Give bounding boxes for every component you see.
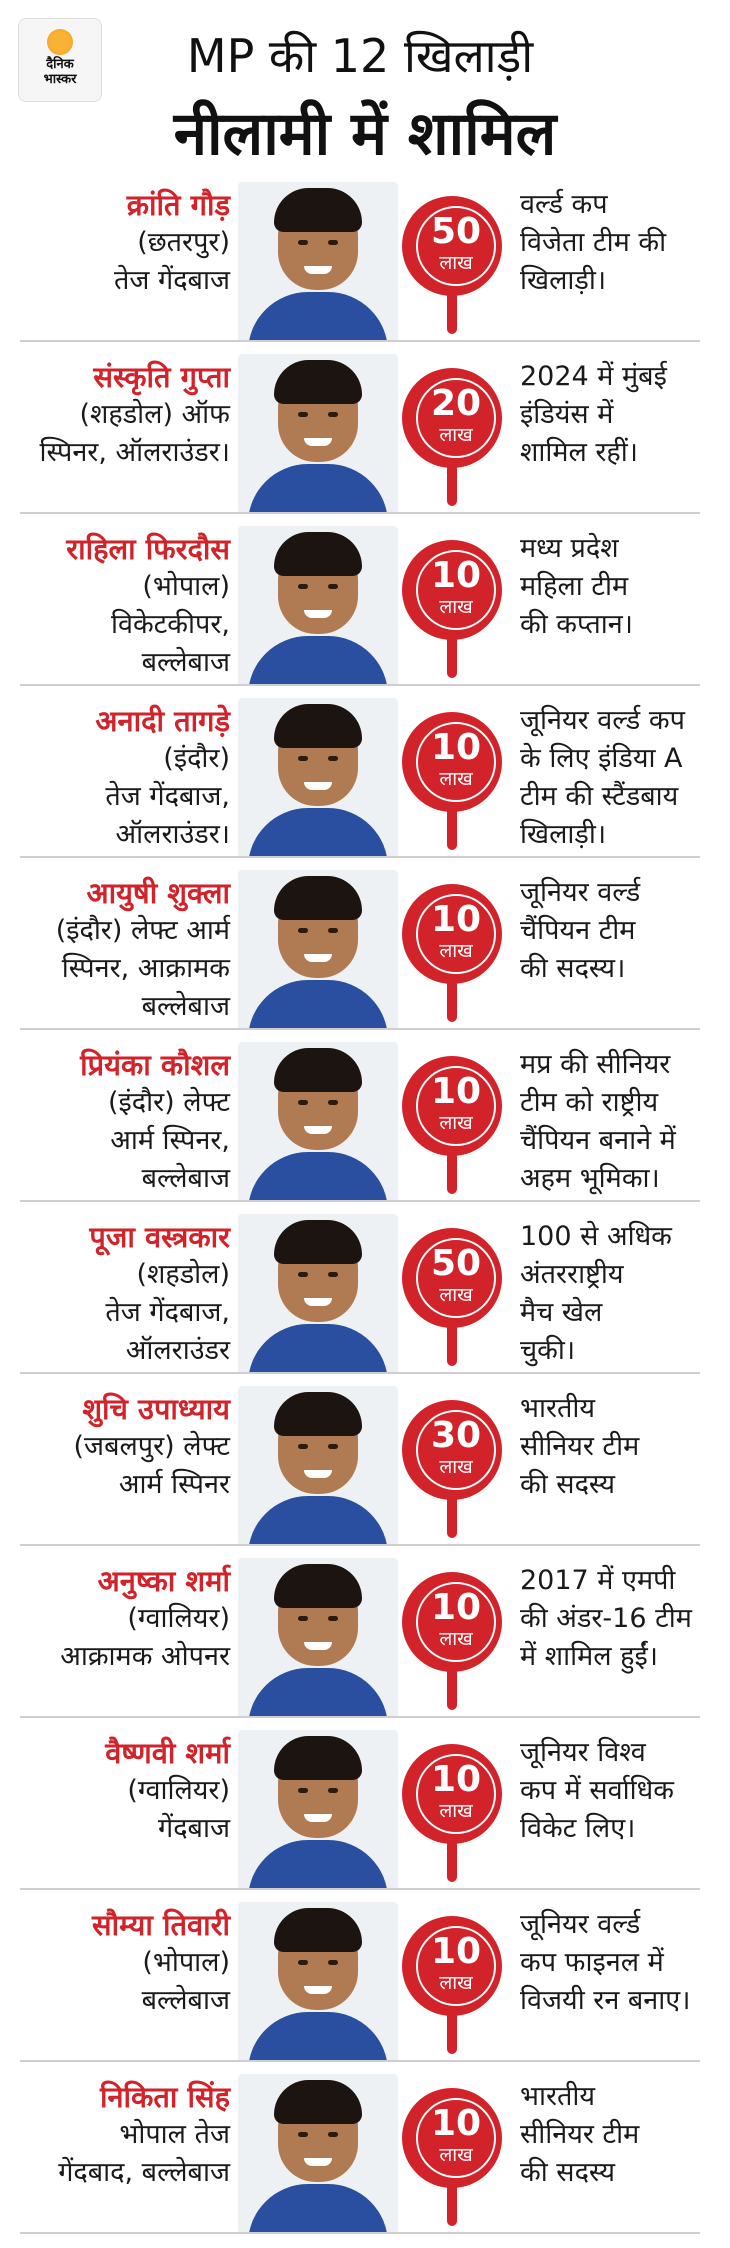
player-detail-line: तेज गेंदबाज — [114, 265, 230, 296]
pin-stem — [447, 980, 457, 1022]
player-detail-line: ऑलराउंडर — [125, 1335, 230, 1366]
price-pin-icon — [398, 1400, 506, 1542]
player-photo — [238, 1730, 398, 1890]
achievement-line: जूनियर वर्ल्ड — [520, 877, 641, 908]
player-info — [0, 1218, 230, 1370]
price-amount: 10 — [430, 1071, 482, 1112]
price-amount: 10 — [430, 2103, 482, 2144]
photo-eye-l — [298, 1444, 308, 1449]
player-row — [0, 172, 730, 344]
price-pin-icon — [398, 1744, 506, 1886]
player-photo — [238, 526, 398, 686]
player-detail-line: गेंदबाज — [158, 1813, 230, 1844]
photo-eye-r — [328, 1616, 338, 1621]
player-name: प्रियंका कौशल — [80, 1048, 230, 1082]
photo-eye-r — [328, 1444, 338, 1449]
photo-hair — [274, 360, 362, 404]
player-detail-line: स्पिनर, ऑलराउंडर। — [39, 437, 230, 468]
achievement-line: टीम को राष्ट्रीय — [520, 1087, 659, 1118]
player-detail-line: (छतरपुर) — [137, 227, 230, 258]
photo-mouth — [304, 266, 332, 274]
player-detail-line: आक्रामक ओपनर — [60, 1641, 230, 1672]
player-detail-line: (जबलपुर) लेफ्ट — [73, 1431, 230, 1462]
player-photo — [238, 1214, 398, 1374]
headline-line1: MP की 12 खिलाड़ी — [186, 29, 534, 83]
player-info — [0, 1562, 230, 1676]
price-badge-ring — [416, 378, 496, 458]
photo-mouth — [304, 1470, 332, 1478]
player-name: सौम्या तिवारी — [91, 1908, 230, 1942]
achievement-line: कप में सर्वाधिक — [520, 1775, 674, 1806]
photo-eye-r — [328, 412, 338, 417]
photo-eye-r — [328, 928, 338, 933]
price-badge-ring — [416, 1754, 496, 1834]
photo-mouth — [304, 1642, 332, 1650]
player-info — [0, 702, 230, 854]
price-unit: लाख — [439, 1456, 473, 1478]
player-name: संस्कृति गुप्ता — [93, 360, 230, 394]
player-row — [0, 860, 730, 1032]
price-badge — [402, 1228, 502, 1328]
photo-eye-r — [328, 1100, 338, 1105]
player-name: पूजा वस्त्रकार — [89, 1220, 230, 1254]
price-pin-icon — [398, 1916, 506, 2058]
price-badge-ring — [416, 894, 496, 974]
achievement-line: शामिल रहीं। — [520, 437, 638, 468]
price-unit: लाख — [439, 940, 473, 962]
achievement-line: 2024 में मुंबई — [520, 361, 667, 392]
achievement-line: चैंपियन टीम — [520, 915, 636, 946]
price-badge — [402, 1056, 502, 1156]
price-pin-icon — [398, 540, 506, 682]
achievement-line: सीनियर टीम — [520, 1431, 640, 1462]
player-detail-line: तेज गेंदबाज, — [105, 1297, 230, 1328]
player-info — [0, 1906, 230, 2020]
player-info — [0, 1734, 230, 1848]
achievement-line: मैच खेल — [520, 1297, 603, 1328]
pin-stem — [447, 1496, 457, 1538]
player-photo — [238, 1558, 398, 1718]
photo-eye-l — [298, 756, 308, 761]
player-detail-line: (शहडोल) — [136, 1259, 230, 1290]
player-photo — [238, 1386, 398, 1546]
player-detail-line: आर्म स्पिनर, — [110, 1125, 230, 1156]
pin-stem — [447, 808, 457, 850]
price-unit: लाख — [439, 2144, 473, 2166]
achievement-line: जूनियर विश्व — [520, 1737, 646, 1768]
player-detail-line: बल्लेबाज — [141, 647, 230, 678]
price-badge — [402, 196, 502, 296]
player-photo — [238, 870, 398, 1030]
player-list — [0, 172, 730, 2236]
achievement-line: मध्य प्रदेश — [520, 533, 619, 564]
photo-eye-l — [298, 412, 308, 417]
player-name: शुचि उपाध्याय — [82, 1392, 230, 1426]
player-detail-line: (शहडोल) ऑफ — [79, 399, 230, 430]
player-detail-line: (ग्वालियर) — [127, 1603, 230, 1634]
photo-eye-l — [298, 2132, 308, 2137]
photo-hair — [274, 1908, 362, 1952]
photo-hair — [274, 1220, 362, 1264]
photo-mouth — [304, 1298, 332, 1306]
achievement-line: कप फाइनल में — [520, 1947, 664, 1978]
achievement-line: अंतरराष्ट्रीय — [520, 1259, 624, 1290]
price-amount: 20 — [430, 383, 482, 424]
pin-stem — [447, 292, 457, 334]
player-row — [0, 1204, 730, 1376]
price-badge-ring — [416, 206, 496, 286]
achievement-line: मप्र की सीनियर — [520, 1049, 671, 1080]
player-info — [0, 1390, 230, 1504]
photo-hair — [274, 188, 362, 232]
price-amount: 30 — [430, 1415, 482, 1456]
price-badge — [402, 712, 502, 812]
achievement-line: विजेता टीम की — [520, 227, 667, 258]
price-badge-ring — [416, 1926, 496, 2006]
photo-hair — [274, 1392, 362, 1436]
player-achievement — [520, 530, 725, 644]
price-amount: 10 — [430, 727, 482, 768]
sun-icon — [47, 29, 73, 55]
price-unit: लाख — [439, 1628, 473, 1650]
player-detail-line: बल्लेबाज — [141, 1163, 230, 1194]
player-detail-line: (इंदौर) लेफ्ट — [108, 1087, 230, 1118]
achievement-line: 100 से अधिक — [520, 1221, 672, 1252]
price-amount: 10 — [430, 555, 482, 596]
player-name: आयुषी शुक्ला — [86, 876, 230, 910]
price-unit: लाख — [439, 768, 473, 790]
price-pin-icon — [398, 1572, 506, 1714]
price-badge-ring — [416, 550, 496, 630]
player-info — [0, 2078, 230, 2192]
price-amount: 10 — [430, 899, 482, 940]
achievement-line: भारतीय — [520, 2081, 596, 2112]
player-row — [0, 516, 730, 688]
achievement-line: विकेट लिए। — [520, 1813, 636, 1844]
price-pin-icon — [398, 884, 506, 1026]
price-pin-icon — [398, 368, 506, 510]
photo-hair — [274, 1564, 362, 1608]
player-name: वैष्णवी शर्मा — [105, 1736, 230, 1770]
pin-stem — [447, 1324, 457, 1366]
achievement-line: वर्ल्ड कप — [520, 189, 608, 220]
price-badge-ring — [416, 722, 496, 802]
player-detail-line: (भोपाल) — [142, 1947, 230, 1978]
photo-mouth — [304, 610, 332, 618]
player-photo — [238, 354, 398, 514]
price-pin-icon — [398, 1056, 506, 1198]
headline-line2: नीलामी में शामिल — [173, 99, 557, 169]
achievement-line: की सदस्य — [520, 1469, 616, 1500]
pin-stem — [447, 2012, 457, 2054]
pin-stem — [447, 636, 457, 678]
price-badge — [402, 368, 502, 468]
achievement-line: 2017 में एमपी — [520, 1565, 676, 1596]
photo-eye-r — [328, 584, 338, 589]
achievement-line: विजयी रन बनाए। — [520, 1985, 691, 2016]
price-unit: लाख — [439, 596, 473, 618]
achievement-line: चुकी। — [520, 1335, 576, 1366]
achievement-line: अहम भूमिका। — [520, 1163, 660, 1194]
player-achievement — [520, 874, 725, 988]
price-badge-ring — [416, 1582, 496, 1662]
photo-eye-l — [298, 584, 308, 589]
player-detail-line: विकेटकीपर, — [110, 609, 230, 640]
photo-eye-l — [298, 1960, 308, 1965]
player-achievement — [520, 1906, 725, 2020]
player-detail-line: (इंदौर) — [163, 743, 230, 774]
price-badge — [402, 540, 502, 640]
price-badge — [402, 1400, 502, 1500]
achievement-line: की कप्तान। — [520, 609, 633, 640]
player-detail-line: आर्म स्पिनर — [118, 1469, 230, 1500]
player-row — [0, 1032, 730, 1204]
photo-mouth — [304, 2158, 332, 2166]
achievement-line: में शामिल हुईं। — [520, 1641, 658, 1672]
price-badge — [402, 1744, 502, 1844]
achievement-line: इंडियंस में — [520, 399, 614, 430]
player-info — [0, 874, 230, 1026]
player-detail-line: स्पिनर, आक्रामक — [61, 953, 230, 984]
photo-eye-l — [298, 928, 308, 933]
player-detail-line: बल्लेबाज — [141, 991, 230, 1022]
player-info — [0, 186, 230, 300]
achievement-line: सीनियर टीम — [520, 2119, 640, 2150]
player-row — [0, 1548, 730, 1720]
achievement-line: खिलाड़ी। — [520, 265, 607, 296]
photo-hair — [274, 1736, 362, 1780]
achievement-line: टीम की स्टैंडबाय — [520, 781, 679, 812]
price-unit: लाख — [439, 424, 473, 446]
player-achievement — [520, 1562, 725, 1676]
achievement-line: जूनियर वर्ल्ड — [520, 1909, 641, 1940]
price-pin-icon — [398, 2088, 506, 2230]
photo-mouth — [304, 782, 332, 790]
achievement-line: की सदस्य — [520, 2157, 616, 2188]
price-pin-icon — [398, 1228, 506, 1370]
player-name: राहिला फिरदौस — [66, 532, 230, 566]
logo-text-line1: दैनिक — [46, 57, 74, 72]
player-detail-line: गेंदबाद, बल्लेबाज — [58, 2157, 230, 2188]
achievement-line: की सदस्य। — [520, 953, 626, 984]
player-row — [0, 688, 730, 860]
player-achievement — [520, 358, 725, 472]
player-name: अनादी तागड़े — [95, 704, 230, 738]
pin-stem — [447, 1152, 457, 1194]
photo-hair — [274, 1048, 362, 1092]
player-info — [0, 358, 230, 472]
pin-stem — [447, 1668, 457, 1710]
player-photo — [238, 1902, 398, 2062]
price-badge-ring — [416, 2098, 496, 2178]
price-pin-icon — [398, 712, 506, 854]
achievement-line: चैंपियन बनाने में — [520, 1125, 676, 1156]
player-photo — [238, 1042, 398, 1202]
photo-eye-r — [328, 756, 338, 761]
photo-hair — [274, 704, 362, 748]
price-amount: 10 — [430, 1931, 482, 1972]
pin-stem — [447, 2184, 457, 2226]
photo-eye-r — [328, 1960, 338, 1965]
pin-stem — [447, 464, 457, 506]
player-photo — [238, 698, 398, 858]
photo-eye-r — [328, 240, 338, 245]
player-row — [0, 1376, 730, 1548]
dainik-bhaskar-logo — [18, 18, 102, 102]
price-amount: 50 — [430, 1243, 482, 1284]
photo-mouth — [304, 954, 332, 962]
photo-eye-l — [298, 1272, 308, 1277]
player-achievement — [520, 1390, 725, 1504]
photo-mouth — [304, 1986, 332, 1994]
photo-mouth — [304, 1126, 332, 1134]
achievement-line: जूनियर वर्ल्ड कप — [520, 705, 685, 736]
player-detail-line: बल्लेबाज — [141, 1985, 230, 2016]
player-achievement — [520, 1218, 725, 1370]
price-badge — [402, 884, 502, 984]
photo-eye-r — [328, 2132, 338, 2137]
player-achievement — [520, 1734, 725, 1848]
player-detail-line: (ग्वालियर) — [127, 1775, 230, 1806]
photo-mouth — [304, 438, 332, 446]
price-amount: 10 — [430, 1587, 482, 1628]
price-unit: लाख — [439, 1284, 473, 1306]
player-info — [0, 530, 230, 682]
player-name: क्रांति गौड़ — [126, 188, 230, 222]
photo-hair — [274, 532, 362, 576]
player-row — [0, 1720, 730, 1892]
price-amount: 50 — [430, 211, 482, 252]
player-achievement — [520, 702, 725, 854]
photo-hair — [274, 2080, 362, 2124]
achievement-line: महिला टीम — [520, 571, 629, 602]
photo-hair — [274, 876, 362, 920]
price-unit: लाख — [439, 1112, 473, 1134]
price-amount: 10 — [430, 1759, 482, 1800]
player-detail-line: तेज गेंदबाज, — [105, 781, 230, 812]
price-badge — [402, 2088, 502, 2188]
price-badge-ring — [416, 1066, 496, 1146]
achievement-line: भारतीय — [520, 1393, 596, 1424]
photo-eye-l — [298, 240, 308, 245]
photo-mouth — [304, 1814, 332, 1822]
player-row — [0, 2064, 730, 2236]
player-row — [0, 344, 730, 516]
price-badge — [402, 1572, 502, 1672]
logo-text-line2: भास्कर — [43, 72, 77, 87]
achievement-line: की अंडर-16 टीम — [520, 1603, 692, 1634]
player-detail-line: (इंदौर) लेफ्ट आर्म — [55, 915, 230, 946]
player-info — [0, 1046, 230, 1198]
player-photo — [238, 2074, 398, 2234]
pin-stem — [447, 1840, 457, 1882]
price-unit: लाख — [439, 252, 473, 274]
price-badge — [402, 1916, 502, 2016]
player-achievement — [520, 2078, 725, 2192]
photo-eye-l — [298, 1100, 308, 1105]
player-detail-line: भोपाल तेज — [119, 2119, 230, 2150]
price-unit: लाख — [439, 1972, 473, 1994]
player-row — [0, 1892, 730, 2064]
photo-eye-r — [328, 1788, 338, 1793]
photo-eye-r — [328, 1272, 338, 1277]
photo-eye-l — [298, 1788, 308, 1793]
achievement-line: खिलाड़ी। — [520, 819, 607, 850]
price-pin-icon — [398, 196, 506, 338]
player-achievement — [520, 186, 725, 300]
player-name: अनुष्का शर्मा — [97, 1564, 230, 1598]
price-unit: लाख — [439, 1800, 473, 1822]
achievement-line: के लिए इंडिया A — [520, 743, 683, 774]
player-detail-line: (भोपाल) — [142, 571, 230, 602]
player-detail-line: ऑलराउंडर। — [115, 819, 230, 850]
price-badge-ring — [416, 1410, 496, 1490]
price-badge-ring — [416, 1238, 496, 1318]
player-achievement — [520, 1046, 725, 1198]
player-name: निकिता सिंह — [99, 2080, 230, 2114]
player-photo — [238, 182, 398, 342]
photo-eye-l — [298, 1616, 308, 1621]
